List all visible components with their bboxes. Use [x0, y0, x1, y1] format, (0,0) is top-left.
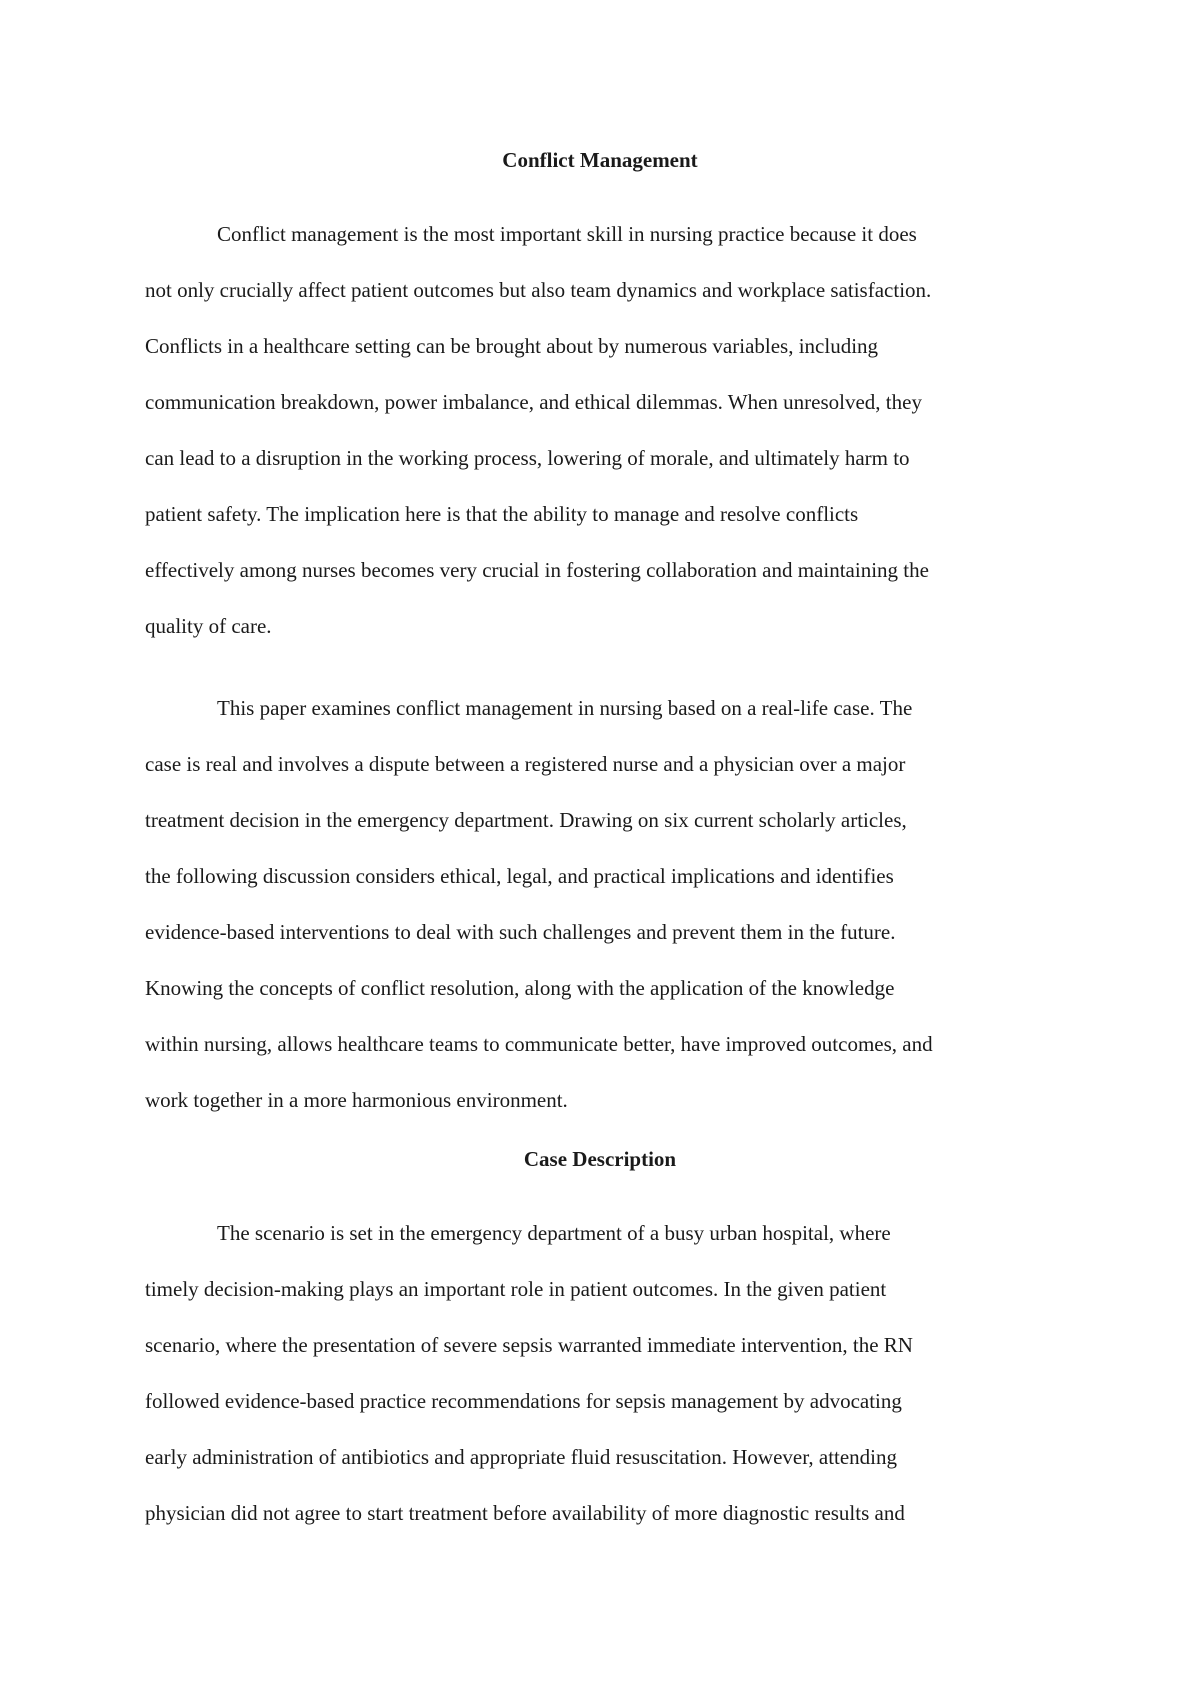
paragraph-line: evidence-based interventions to deal with such challenges and prevent them in the future.: [145, 920, 896, 944]
paragraph-line: scenario, where the presentation of severe sepsis warranted immediate intervention, the RN: [145, 1333, 913, 1357]
paragraph-line: effectively among nurses becomes very crucial in fostering collaboration and maintaining the: [145, 558, 929, 582]
intro-paragraph-2: [145, 680, 1055, 1128]
paragraph-line: Knowing the concepts of conflict resolution, along with the application of the knowledge: [145, 976, 895, 1000]
paragraph-line: treatment decision in the emergency department. Drawing on six current scholarly articles,: [145, 808, 907, 832]
paragraph-line: followed evidence-based practice recommendations for sepsis management by advocating: [145, 1389, 902, 1413]
paragraph-line: physician did not agree to start treatment before availability of more diagnostic results and: [145, 1501, 905, 1525]
paragraph-line: This paper examines conflict management in nursing based on a real-life case. The: [217, 696, 913, 720]
paragraph-line: within nursing, allows healthcare teams to communicate better, have improved outcomes, and: [145, 1032, 933, 1056]
section-heading: Case Description: [523, 1147, 677, 1171]
case-paragraph: [145, 1205, 1055, 1541]
paragraph-line: the following discussion considers ethical, legal, and practical implications and identifies: [145, 864, 894, 888]
paragraph-line: early administration of antibiotics and appropriate fluid resuscitation. However, attending: [145, 1445, 898, 1469]
paragraph-line: work together in a more harmonious environment.: [145, 1088, 568, 1112]
paragraph-line: communication breakdown, power imbalance, and ethical dilemmas. When unresolved, they: [145, 390, 922, 414]
paragraph-line: Conflicts in a healthcare setting can be brought about by numerous variables, including: [145, 334, 879, 358]
paragraph-line: The scenario is set in the emergency department of a busy urban hospital, where: [217, 1221, 891, 1245]
paragraph-line: can lead to a disruption in the working process, lowering of morale, and ultimately harm to: [145, 446, 910, 470]
paragraph-line: case is real and involves a dispute between a registered nurse and a physician over a major: [145, 752, 906, 776]
paragraph-line: timely decision-making plays an important role in patient outcomes. In the given patient: [145, 1277, 887, 1301]
intro-paragraph-1: [145, 206, 1055, 654]
paragraph-line: quality of care.: [145, 614, 272, 638]
paragraph-line: Conflict management is the most important skill in nursing practice because it does: [217, 222, 917, 246]
paragraph-line: patient safety. The implication here is that the ability to manage and resolve conflicts: [145, 502, 859, 526]
document-title: Conflict Management: [502, 148, 698, 172]
paragraph-line: not only crucially affect patient outcomes but also team dynamics and workplace satisfaction.: [145, 278, 932, 302]
